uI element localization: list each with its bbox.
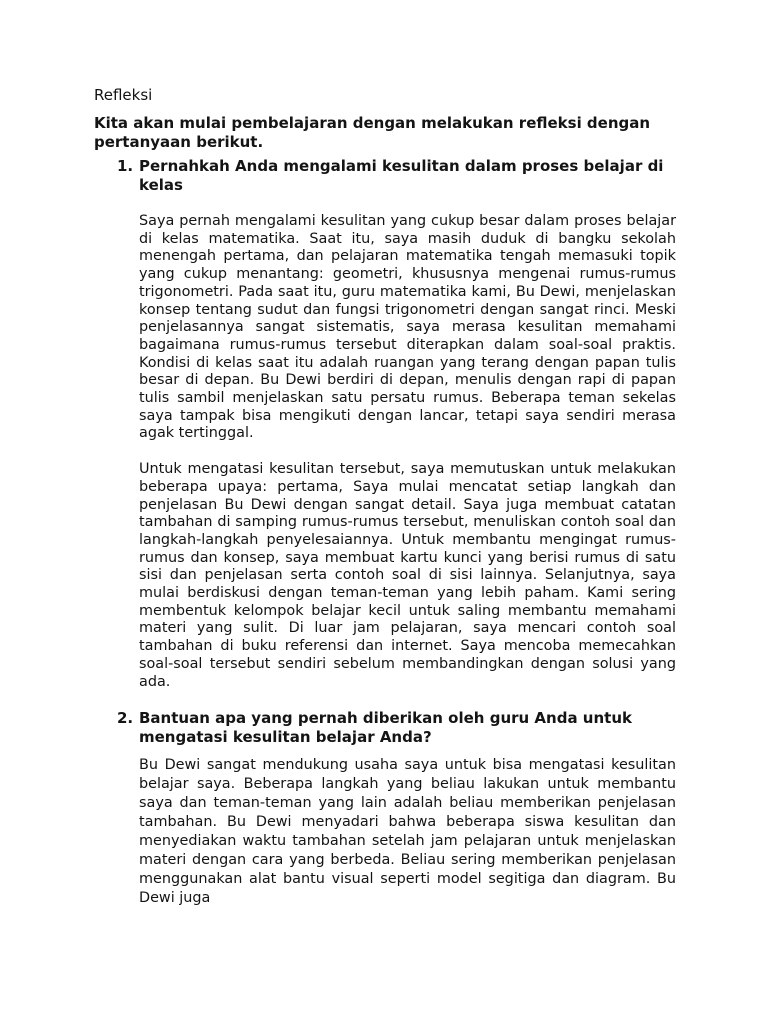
- question-item-2: [94, 709, 676, 908]
- answer-paragraph-1-1: Saya pernah mengalami kesulitan yang cukup besar dalam proses belajar di kelas matematika. Saat itu, saya masih duduk di bangku sekolah menengah pertama, dan pelajaran matematika tengah memasuki topik yang cukup menantang: geometri, khususnya mengenai rumus-rumus trigonometri. Pada saat itu, guru matematika kami, Bu Dewi, menjelaskan konsep tentang sudut dan fungsi trigonometri dengan sangat rinci. Meski penjelasannya sangat sistematis, saya merasa kesulitan memahami bagaimana rumus-rumus tersebut diterapkan dalam soal-soal praktis. Kondisi di kelas saat itu adalah ruangan yang terang dengan papan tulis besar di depan. Bu Dewi berdiri di depan, menulis dengan rapi di papan tulis sambil menjelaskan satu persatu rumus. Beberapa teman sekelas saya tampak bisa mengikuti dengan lancar, tetapi saya sendiri merasa agak tertinggal.: [139, 213, 676, 442]
- answer-paragraph-1-2: Untuk mengatasi kesulitan tersebut, saya memutuskan untuk melakukan beberapa upaya: pertama, Saya mulai mencatat setiap langkah dan penjelasan Bu Dewi dengan sangat detail. Saya juga membuat catatan tambahan di samping rumus-rumus tersebut, menuliskan contoh soal dan langkah-langkah penyelesaiannya. Untuk membantu mengingat rumus-rumus dan konsep, saya membuat kartu kunci yang berisi rumus di satu sisi dan penjelasan serta contoh soal di sisi lainnya. Selanjutnya, saya mulai berdiskusi dengan teman-teman yang lebih paham. Kami sering membentuk kelompok belajar kecil untuk saling membantu memahami materi yang sulit. Di luar jam pelajaran, saya mencari contoh soal tambahan di buku referensi dan internet. Saya mencoba memecahkan soal-soal tersebut sendiri sebelum membandingkan dengan solusi yang ada.: [139, 461, 676, 690]
- question-text-1: Pernahkah Anda mengalami kesulitan dalam proses belajar di kelas: [139, 157, 664, 194]
- question-text-2: Bantuan apa yang pernah diberikan oleh guru Anda untuk mengatasi kesulitan belajar Anda?: [139, 709, 632, 747]
- question-number-2: 2.: [117, 709, 134, 728]
- intro-text: Kita akan mulai pembelajaran dengan melakukan refleksi dengan pertanyaan berikut.: [94, 114, 651, 151]
- question-number-1: 1.: [117, 157, 134, 175]
- answer-paragraph-2-1: Bu Dewi sangat mendukung usaha saya untuk bisa mengatasi kesulitan belajar saya. Beberapa langkah yang beliau lakukan untuk membantu saya dan teman-teman yang lain adalah beliau memberikan penjelasan tambahan. Bu Dewi menyadari bahwa beberapa siswa kesulitan dan menyediakan waktu tambahan setelah jam pelajaran untuk menjelaskan materi dengan cara yang berbeda. Beliau sering memberikan penjelasan menggunakan alat bantu visual seperti model segitiga dan diagram. Bu Dewi juga: [139, 757, 676, 907]
- document-heading: Refleksi: [94, 86, 153, 104]
- question-item-1: [94, 157, 676, 691]
